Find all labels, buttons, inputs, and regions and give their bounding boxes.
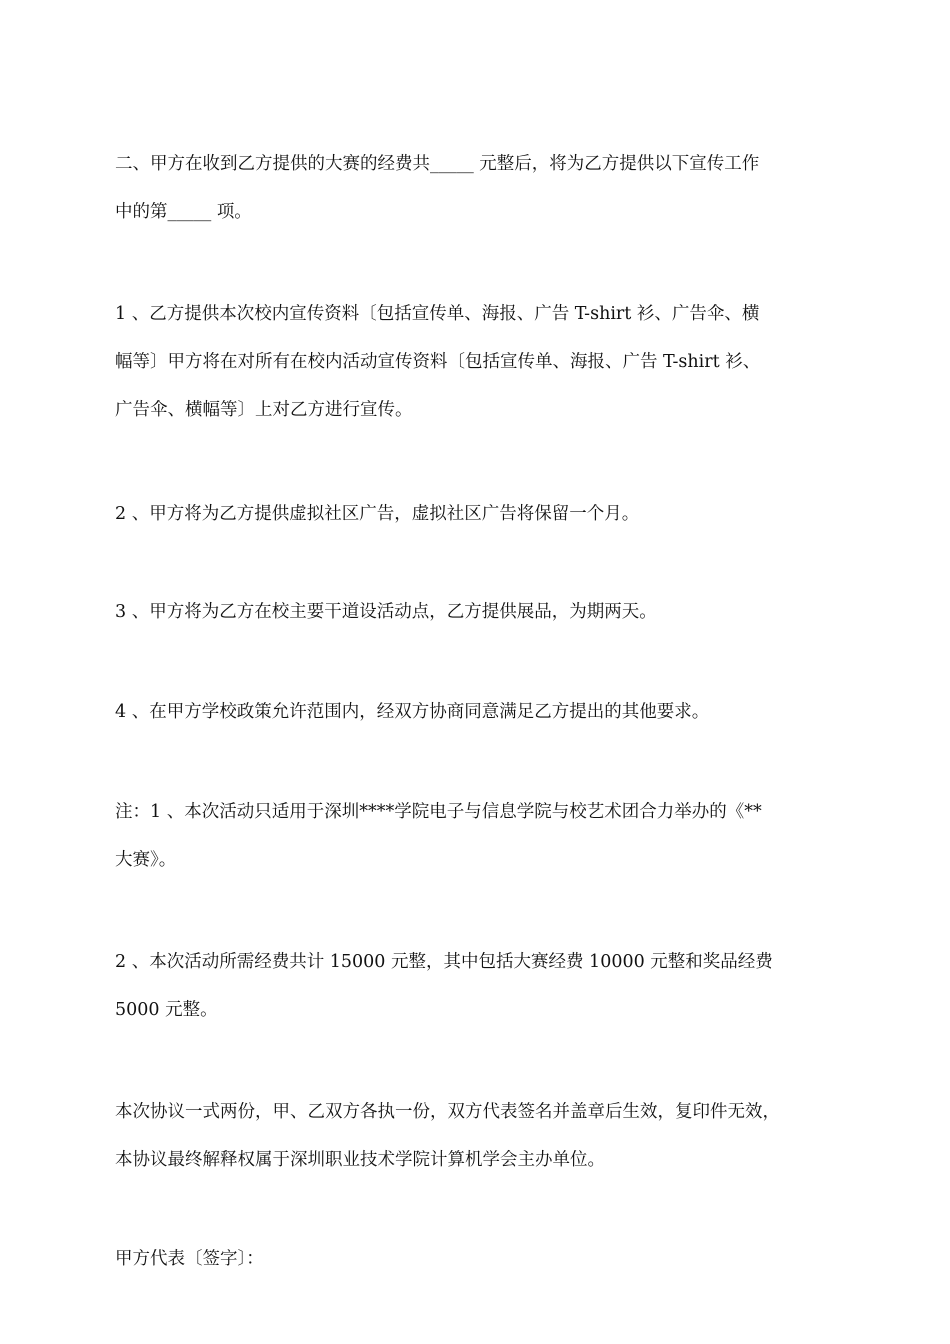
item-three-line: 3 、甲方将为乙方在校主要干道设活动点，乙方提供展品，为期两天。: [115, 602, 657, 622]
item-one-line-3: 广告伞、横幅等〕上对乙方进行宣传。: [115, 400, 413, 420]
note-one-line-2: 大赛》。: [115, 850, 177, 870]
item-two-line: 2 、甲方将为乙方提供虚拟社区广告，虚拟社区广告将保留一个月。: [115, 504, 640, 524]
agreement-paragraph: [115, 1088, 845, 1184]
note-two-paragraph: [115, 938, 845, 1034]
section-two-line-1: 二、甲方在收到乙方提供的大赛的经费共_____ 元整后，将为乙方提供以下宣传工作: [115, 154, 760, 174]
item-one-paragraph: [115, 290, 845, 434]
party-a-signature-label: [115, 1235, 845, 1283]
item-two-paragraph: [115, 490, 845, 538]
item-four-line: 4 、在甲方学校政策允许范围内，经双方协商同意满足乙方提出的其他要求。: [115, 702, 710, 722]
section-two-paragraph: [115, 140, 845, 236]
note-one-line-1: 注：1 、本次活动只适用于深圳****学院电子与信息学院与校艺术团合力举办的《**: [115, 802, 762, 822]
item-four-paragraph: [115, 688, 845, 736]
agreement-line-2: 本协议最终解释权属于深圳职业技术学院计算机学会主办单位。: [115, 1150, 605, 1170]
note-two-line-2: 5000 元整。: [115, 1000, 218, 1020]
party-a-signature-text: 甲方代表〔签字〕：: [115, 1249, 264, 1269]
item-one-line-1: 1 、乙方提供本次校内宣传资料〔包括宣传单、海报、广告 T-shirt 衫、广告伞、横: [115, 304, 760, 324]
note-one-paragraph: [115, 788, 845, 884]
item-one-line-2: 幅等〕甲方将在对所有在校内活动宣传资料〔包括宣传单、海报、广告 T-shirt 衫、: [115, 352, 761, 372]
item-three-paragraph: [115, 588, 845, 636]
agreement-line-1: 本次协议一式两份，甲、乙双方各执一份，双方代表签名并盖章后生效，复印件无效，: [115, 1102, 780, 1122]
section-two-line-2: 中的第_____ 项。: [115, 202, 252, 222]
note-two-line-1: 2 、本次活动所需经费共计 15000 元整，其中包括大赛经费 10000 元整和奖品经费: [115, 952, 773, 972]
